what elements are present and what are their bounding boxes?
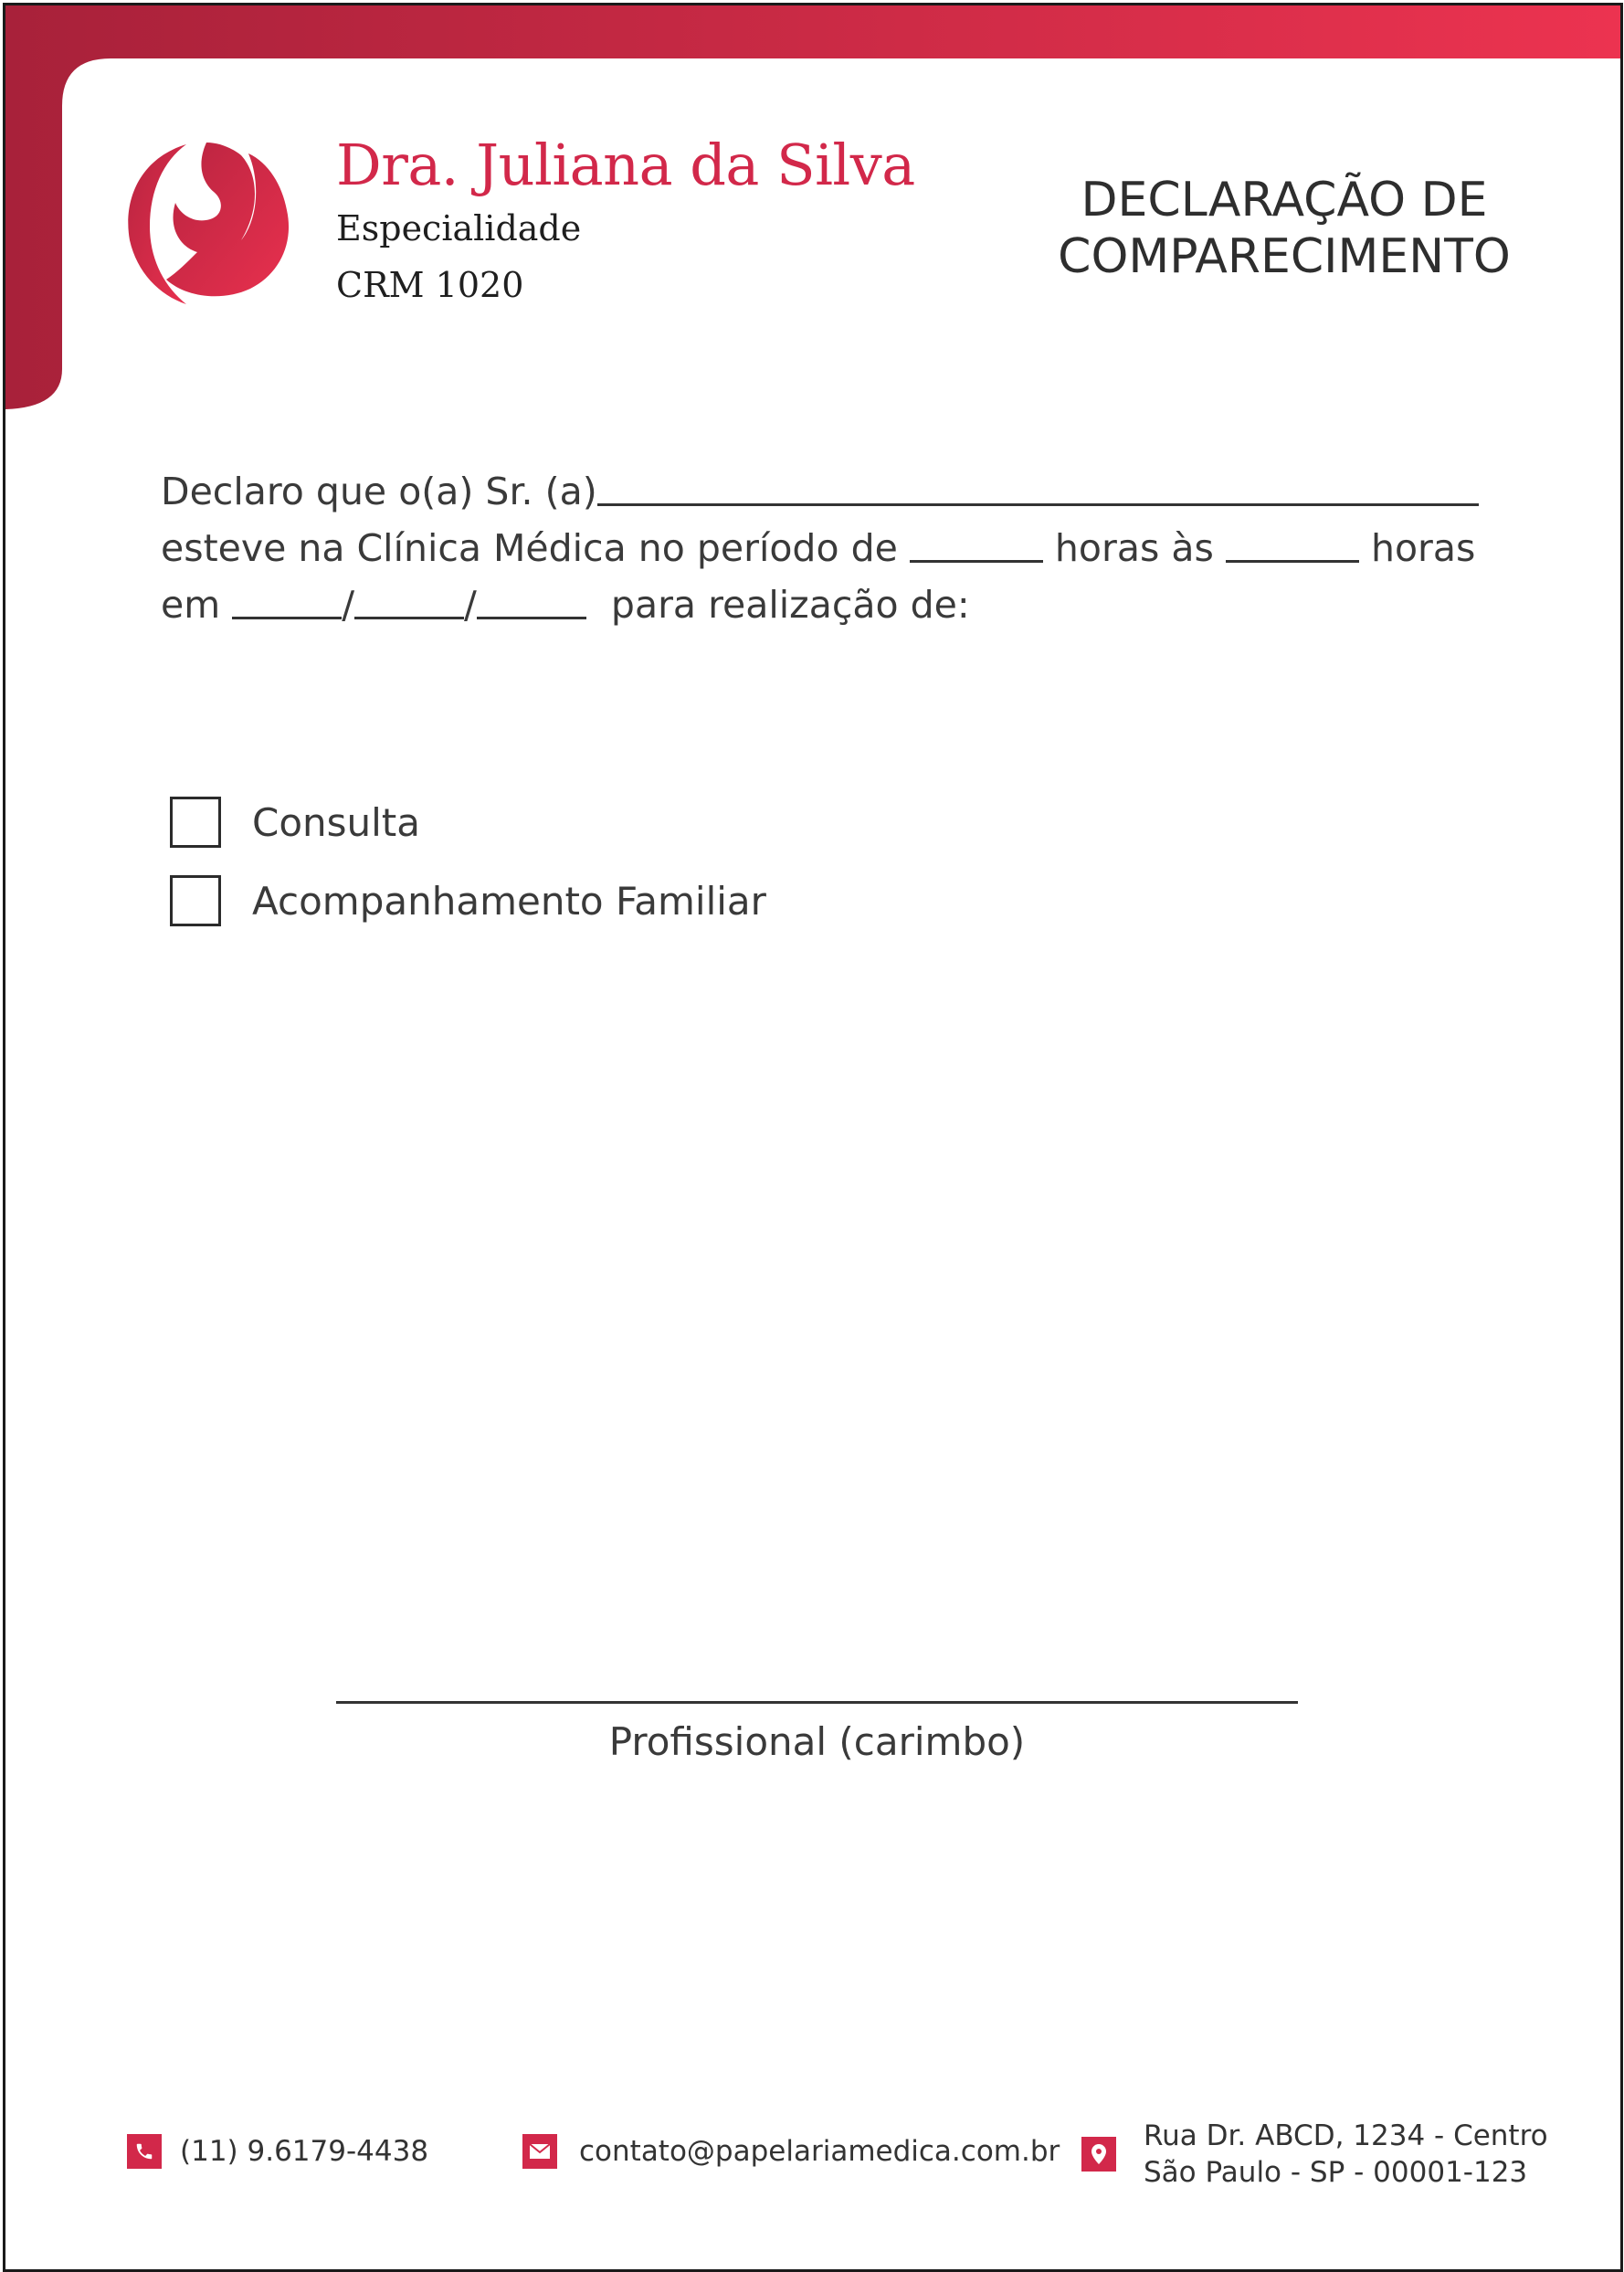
doctor-crm: CRM 1020 xyxy=(336,265,524,305)
option-consulta xyxy=(170,797,420,848)
location-pin-icon xyxy=(1081,2137,1116,2172)
signature-label: Profissional (carimbo) xyxy=(608,1719,1026,1764)
patient-name-blank[interactable] xyxy=(597,502,1479,506)
declaration-line-2 xyxy=(161,526,1475,570)
declaration-line-3 xyxy=(161,583,970,627)
footer-address xyxy=(1081,2118,1548,2191)
date-prefix-text: em xyxy=(161,583,221,627)
address-line-1: Rua Dr. ABCD, 1234 - Centro xyxy=(1144,2119,1548,2152)
title-line-1: DECLARAÇÃO DE xyxy=(1081,173,1488,227)
doctor-specialty: Especialidade xyxy=(336,208,582,248)
option-acompanhamento xyxy=(170,875,766,926)
signature-line xyxy=(336,1701,1298,1704)
footer-phone xyxy=(127,2134,428,2169)
end-hour-blank[interactable] xyxy=(1226,559,1359,563)
acompanhamento-checkbox[interactable] xyxy=(170,875,221,926)
consulta-checkbox[interactable] xyxy=(170,797,221,848)
document-title xyxy=(997,172,1572,285)
consulta-label: Consulta xyxy=(252,799,421,845)
hours-text: horas xyxy=(1370,526,1476,570)
day-blank[interactable] xyxy=(232,616,342,619)
address-line-2: São Paulo - SP - 00001-123 xyxy=(1144,2156,1528,2189)
date-separator: / xyxy=(464,583,477,627)
footer-email xyxy=(522,2134,1060,2169)
purpose-text: para realização de: xyxy=(610,583,970,627)
declaration-text: Declaro que o(a) Sr. (a) xyxy=(161,470,597,513)
date-separator: / xyxy=(342,583,355,627)
period-text: esteve na Clínica Médica no período de xyxy=(161,526,898,570)
phone-icon xyxy=(127,2134,162,2169)
month-blank[interactable] xyxy=(354,616,464,619)
address-block xyxy=(1144,2118,1548,2191)
year-blank[interactable] xyxy=(477,616,586,619)
declaration-page xyxy=(3,3,1623,2272)
stomach-logo-icon xyxy=(122,135,296,309)
acompanhamento-label: Acompanhamento Familiar xyxy=(252,878,766,924)
email-text[interactable]: contato@papelariamedica.com.br xyxy=(579,2135,1060,2168)
start-hour-blank[interactable] xyxy=(910,559,1043,563)
email-icon xyxy=(522,2134,557,2169)
hours-to-text: horas às xyxy=(1054,526,1214,570)
doctor-name: Dra. Juliana da Silva xyxy=(336,132,915,198)
phone-text: (11) 9.6179-4438 xyxy=(180,2135,429,2168)
declaration-line-1 xyxy=(161,470,1479,513)
title-line-2: COMPARECIMENTO xyxy=(1058,229,1511,284)
